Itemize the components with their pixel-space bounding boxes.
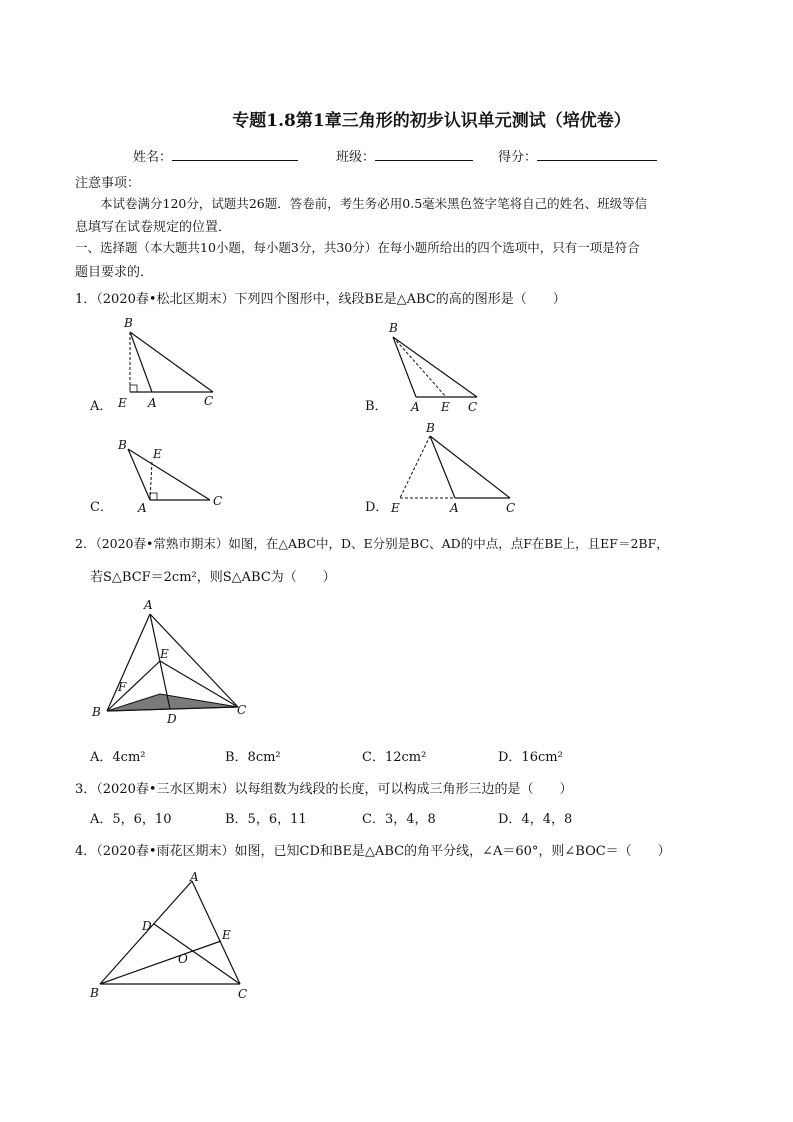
q2-label-c: C [237, 703, 247, 717]
class-blank[interactable] [375, 146, 473, 161]
q4-stem: 4．（2020春•雨花区期末）如图，已知CD和BE是△ABC的角平分线，∠A＝60°，则∠BOC＝（ ） [75, 844, 671, 859]
fig-a-label-e: E [118, 396, 127, 410]
fig-b-label-a: A [411, 400, 420, 414]
fig-d-label-e: E [391, 501, 400, 515]
name-label: 姓名： [133, 150, 173, 165]
class-field [336, 146, 473, 165]
q1-figures [80, 312, 780, 522]
fig-c-label-c: C [213, 494, 223, 508]
q3-opt-c[interactable]: C．3，4，8 [362, 812, 436, 827]
q2-opt-a[interactable]: A．4cm² [90, 750, 146, 765]
q3-opt-a[interactable]: A．5，6，10 [90, 812, 172, 827]
q3-stem: 3．（2020春•三水区期末）以每组数为线段的长度，可以构成三角形三边的是（ ） [75, 782, 573, 797]
notice-line1: 本试卷满分120分，试题共26题．答卷前，考生务必用0.5毫米黑色签字笔将自己的姓名、班级等信 [100, 196, 648, 211]
q4-label-a: A [190, 870, 199, 884]
q1-figure-c [117, 438, 222, 515]
q4-label-d: D [142, 919, 152, 933]
q4-label-b: B [90, 986, 99, 1000]
q2-opt-b[interactable]: B．8cm² [225, 750, 281, 765]
q2-label-a: A [144, 598, 153, 612]
q4-label-e: E [222, 928, 231, 942]
name-field [133, 146, 298, 165]
q4-label-o: O [178, 952, 188, 966]
fig-d-label-c: C [506, 501, 516, 515]
q2-opt-d[interactable]: D．16cm² [498, 750, 563, 765]
q1-figure-a [117, 316, 213, 410]
fig-a-label-b: B [124, 316, 133, 330]
q1-opt-a: A． [90, 399, 113, 414]
section1-line2: 题目要求的． [75, 265, 154, 280]
q2-stem1: 2．（2020春•常熟市期末）如图，在△ABC中，D、E分别是BC、AD的中点，点F在BE上，且EF＝2BF， [75, 536, 669, 551]
section1-line1: 一、选择题（本大题共10小题，每小题3分，共30分）在每小题所给出的四个选项中，只有一项是符合 [75, 240, 640, 255]
q1-figure-b [388, 321, 477, 414]
q1-opt-c: C． [90, 500, 113, 515]
q1-stem: 1．（2020春•松北区期末）下列四个图形中，线段BE是△ABC的高的图形是（ ） [75, 292, 566, 307]
q4-label-c: C [238, 987, 248, 1001]
page-title: 专题1.8第1章三角形的初步认识单元测试（培优卷） [232, 111, 631, 131]
fig-d-label-a: A [450, 501, 459, 515]
score-field [498, 146, 657, 165]
q2-label-d: D [167, 712, 177, 726]
q1-opt-b: B． [365, 399, 388, 414]
fig-c-label-b: B [118, 438, 127, 452]
fig-d-label-b: B [426, 421, 435, 435]
class-label: 班级： [336, 150, 376, 165]
q2-figure [80, 594, 280, 734]
fig-a-label-a: A [148, 396, 157, 410]
name-blank[interactable] [172, 146, 298, 161]
q2-label-f: F [118, 680, 127, 694]
q2-label-b: B [92, 705, 101, 719]
fig-b-label-c: C [468, 400, 478, 414]
score-label: 得分： [498, 150, 538, 165]
fig-c-label-a: A [138, 501, 147, 515]
q1-opt-d: D． [365, 500, 389, 515]
q2-opt-c[interactable]: C．12cm² [362, 750, 427, 765]
q3-opt-b[interactable]: B．5，6，11 [225, 812, 307, 827]
q4-figure [80, 866, 280, 1006]
q2-label-e: E [160, 647, 169, 661]
score-blank[interactable] [537, 146, 657, 161]
fig-c-label-e: E [153, 447, 162, 461]
fig-b-label-e: E [441, 400, 450, 414]
notice-line2: 息填写在试卷规定的位置． [75, 220, 232, 235]
fig-b-label-b: B [389, 321, 398, 335]
notice-heading: 注意事项： [75, 176, 141, 191]
q2-stem2: 若S△BCF＝2cm²，则S△ABC为（ ） [90, 570, 336, 585]
q3-opt-d[interactable]: D．4，4，8 [498, 812, 573, 827]
fig-a-label-c: C [204, 394, 214, 408]
q1-figure-d [390, 421, 515, 515]
